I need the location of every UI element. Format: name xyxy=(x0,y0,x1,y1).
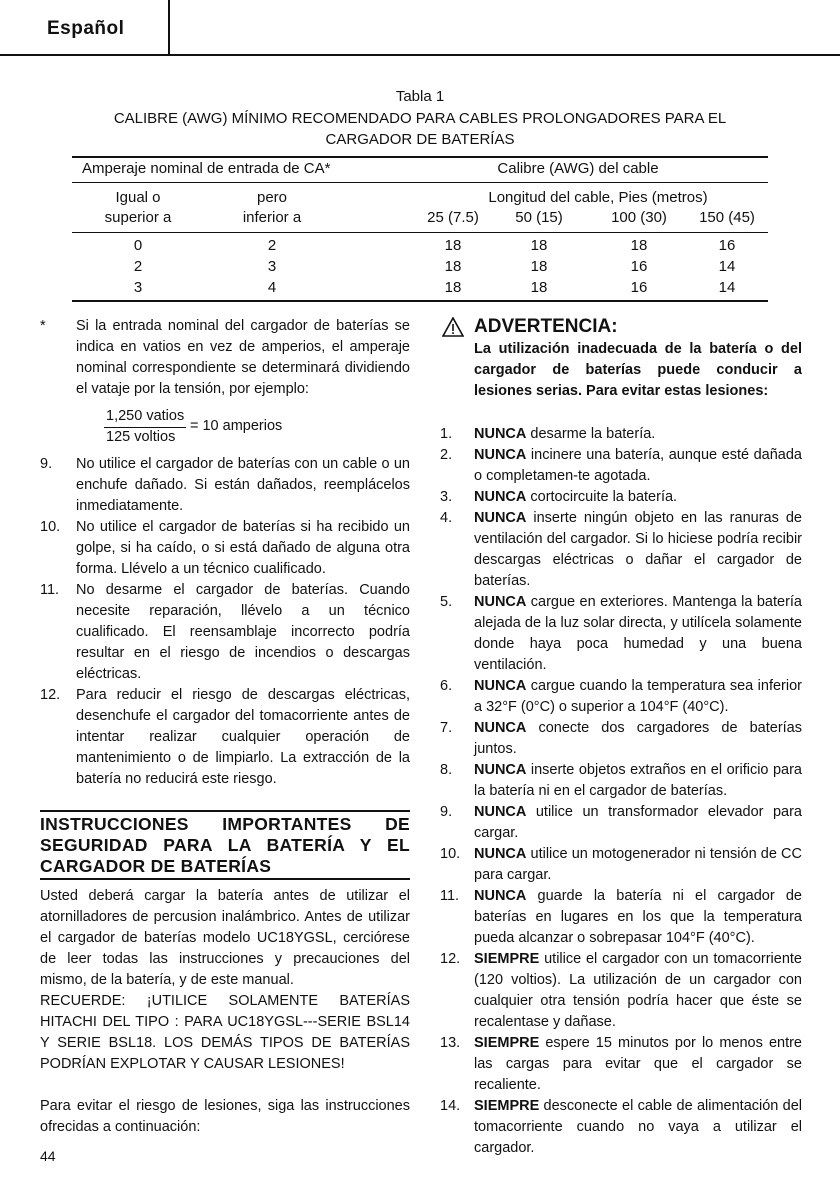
list-item-number: 5. xyxy=(440,594,453,610)
list-item-number: 12. xyxy=(440,951,461,967)
item-body: espere 15 minutos por lo menos entre las cargas para evitar que el cargador se recaliente. xyxy=(474,1035,802,1093)
language-tab xyxy=(0,0,170,56)
item-body: desconecte el cable de alimentación del tomacorriente cuando no vaya a utilizar el cargador. xyxy=(474,1098,802,1156)
table-cell: 18 xyxy=(444,258,462,275)
table-head-rule xyxy=(72,182,768,183)
keyword: SIEMPRE xyxy=(474,1035,540,1051)
page-number: 44 xyxy=(40,1148,56,1164)
keyword: NUNCA xyxy=(474,426,527,442)
footnote xyxy=(40,316,410,400)
warning-title: ADVERTENCIA: xyxy=(474,316,618,337)
list-item-text xyxy=(474,445,802,487)
table-cell: 14 xyxy=(718,258,736,275)
item-body: incinere una batería, aunque esté dañada o completamen-te agotada. xyxy=(474,447,802,484)
instructions-paragraph: Para evitar el riesgo de lesiones, siga las instrucciones ofrecidas a continuación: xyxy=(40,1098,410,1135)
list-item-number: 3. xyxy=(440,489,453,505)
footnote-mark: * xyxy=(40,318,46,334)
keyword: NUNCA xyxy=(474,594,527,610)
list-item-number: 8. xyxy=(440,762,453,778)
list-item-text xyxy=(474,508,802,592)
item-body: cortocircuite la batería. xyxy=(526,489,678,505)
table-cell: 4 xyxy=(267,279,277,296)
list-item-number: 13. xyxy=(440,1035,461,1051)
warning-list-item xyxy=(440,802,802,844)
table-bottom-rule xyxy=(72,300,768,302)
list-item-text xyxy=(474,1033,802,1096)
list-item-number: 6. xyxy=(440,678,453,694)
language-label: Español xyxy=(47,18,125,39)
item-body: guarde la batería ni el cargador de baterías en lugares en los que la temperatura pueda alcanzar o sobrepasar 104°F (40°C). xyxy=(474,888,802,946)
table-body-rule xyxy=(72,232,768,233)
warning-list-item xyxy=(440,508,802,592)
table-sub-b2: inferior a xyxy=(242,209,302,226)
list-item-text xyxy=(474,802,802,844)
header-rule xyxy=(170,54,840,56)
table-head-left: Amperaje nominal de entrada de CA* xyxy=(82,160,331,177)
table-length-50: 50 (15) xyxy=(515,209,563,226)
keyword: NUNCA xyxy=(474,804,527,820)
item-body: inserte ningún objeto en las ranuras de ventilación del cargador. Si lo hiciese podría recibir descargas eléctricas o dañar el cargador de baterías. xyxy=(474,510,802,589)
keyword: SIEMPRE xyxy=(474,1098,540,1114)
table-cell: 2 xyxy=(267,237,277,254)
keyword: NUNCA xyxy=(474,678,527,694)
list-item-number: 12. xyxy=(40,687,61,703)
table-head-right: Calibre (AWG) del cable xyxy=(497,160,659,177)
table-cell: 0 xyxy=(133,237,143,254)
list-item-number: 7. xyxy=(440,720,453,736)
keyword: NUNCA xyxy=(474,510,527,526)
table-cell: 2 xyxy=(133,258,143,275)
list-item-text xyxy=(474,844,802,886)
warning-list-item xyxy=(440,949,802,1033)
keyword: SIEMPRE xyxy=(474,951,540,967)
list-item-number: 11. xyxy=(440,888,460,904)
table-cell: 18 xyxy=(530,258,548,275)
item-body: desarme la batería. xyxy=(526,426,656,442)
table-title: CALIBRE (AWG) MÍNIMO RECOMENDADO PARA CABLES PROLONGADORES PARA EL CARGADOR DE BATERÍAS xyxy=(113,110,727,148)
item-body: utilice el cargador con un tomacorriente (120 voltios). La utilización de un cargador con cualquier otra tensión podría hacer que éste se recalentase y dañase. xyxy=(474,951,802,1030)
table-cell: 16 xyxy=(630,279,648,296)
list-item-text xyxy=(474,760,802,802)
formula-denominator: 125 voltios xyxy=(106,429,176,445)
warning-list-item xyxy=(440,760,802,802)
left-column xyxy=(40,316,410,1138)
table-sub-length: Longitud del cable, Pies (metros) xyxy=(488,189,708,206)
item-body: conecte dos cargadores de baterías juntos. xyxy=(474,720,802,757)
list-item xyxy=(40,685,410,790)
list-item-number: 11. xyxy=(40,582,60,598)
list-item-text xyxy=(474,487,802,508)
warning-list-item xyxy=(440,1096,802,1159)
warning-list-item xyxy=(440,844,802,886)
table-cell: 16 xyxy=(718,237,736,254)
table-cell: 18 xyxy=(444,237,462,254)
recuerde-paragraph: RECUERDE: ¡UTILICE SOLAMENTE BATERÍAS HITACHI DEL TIPO : PARA UC18YGSL---SERIE BSL14 Y SERIE BSL18. LOS DEMÁS TIPOS DE BATERÍAS PODRÍAN EXPLOTAR Y CAUSAR LESIONES! xyxy=(40,993,410,1072)
list-item-text xyxy=(474,592,802,676)
table-top-rule xyxy=(72,156,768,158)
footnote-text: Si la entrada nominal del cargador de baterías se indica en vatios en vez de amperios, el amperaje nominal correspondiente se determinará dividiendo el vataje por la tensión, por ejemplo: xyxy=(76,318,410,397)
keyword: NUNCA xyxy=(474,489,527,505)
list-item-number: 1. xyxy=(440,426,453,442)
list-item-number: 14. xyxy=(440,1098,461,1114)
table-length-25: 25 (7.5) xyxy=(427,209,479,226)
warning-list-item xyxy=(440,445,802,487)
keyword: NUNCA xyxy=(474,720,527,736)
warning-list-item xyxy=(440,592,802,676)
list-item-number: 10. xyxy=(440,846,461,862)
watt-formula xyxy=(40,406,410,450)
warning-list-item xyxy=(440,886,802,949)
right-column xyxy=(440,316,802,1159)
list-item-number: 9. xyxy=(440,804,453,820)
list-item-number: 9. xyxy=(40,456,53,472)
list-item-text xyxy=(474,886,802,949)
list-item-text xyxy=(474,424,802,445)
table-cell: 3 xyxy=(267,258,277,275)
warning-list-item xyxy=(440,424,802,445)
intro-paragraph: Usted deberá cargar la batería antes de utilizar el atornilladores de percusion inalámbrico. Antes de utilizar el cargador de baterías modelo UC18YGSL, cerciórese de leer todas las instrucciones y precauciones del mismo, de la batería, y de este manual. xyxy=(40,888,410,988)
list-item xyxy=(40,580,410,685)
warning-list-item xyxy=(440,676,802,718)
keyword: NUNCA xyxy=(474,846,527,862)
list-item xyxy=(40,454,410,517)
table-sub-a2: superior a xyxy=(104,209,172,226)
item-body: utilice un transformador elevador para cargar. xyxy=(474,804,802,841)
list-item xyxy=(40,517,410,580)
list-item-number: 2. xyxy=(440,447,453,463)
list-item-text: No desarme el cargador de baterías. Cuando necesite reparación, llévelo a un técnico cualificado. El reensamblaje incorrecto podría resultar en el riesgo de incendios o descargas eléctricas. xyxy=(76,582,410,682)
list-item-text xyxy=(474,676,802,718)
formula-result: = 10 amperios xyxy=(190,418,283,434)
warning-heading xyxy=(440,316,802,338)
keyword: NUNCA xyxy=(474,762,527,778)
table-cell: 18 xyxy=(630,237,648,254)
item-body: cargue cuando la temperatura sea inferior a 32°F (0°C) o superior a 104°F (40°C). xyxy=(474,678,802,715)
table-cell: 16 xyxy=(630,258,648,275)
item-body: inserte objetos extraños en el orificio para la batería ni en el cargador de baterías. xyxy=(474,762,802,799)
warning-list-item xyxy=(440,718,802,760)
table-cell: 18 xyxy=(530,237,548,254)
formula-numerator: 1,250 vatios xyxy=(104,406,186,428)
list-item-text: No utilice el cargador de baterías si ha recibido un golpe, si ha caído, o si está dañado de alguna otra forma. Llévelo a un técnico cualificado. xyxy=(76,519,410,577)
section-title: INSTRUCCIONES IMPORTANTES DE SEGURIDAD PARA LA BATERÍA Y EL CARGADOR DE BATERÍAS xyxy=(40,810,410,880)
item-body: utilice un motogenerador ni tensión de CC para cargar. xyxy=(474,846,802,883)
item-body: cargue en exteriores. Mantenga la batería alejada de la luz solar directa, y utilícela solamente donde haya poca humedad y una buena ventilación. xyxy=(474,594,802,673)
warning-list-item xyxy=(440,1033,802,1096)
list-item-text: Para reducir el riesgo de descargas eléctricas, desenchufe el cargador del tomacorriente antes de intentar realizar cualquier operación de mantenimiento o de limpiarlo. La extracción de la batería no reducirá este riesgo. xyxy=(76,687,410,787)
table-cell: 18 xyxy=(444,279,462,296)
warning-text: La utilización inadecuada de la batería o del cargador de baterías puede conducir a lesiones serias. Para evitar estas lesiones: xyxy=(474,341,802,399)
keyword: NUNCA xyxy=(474,888,527,904)
table-cell: 14 xyxy=(718,279,736,296)
list-item-text xyxy=(474,949,802,1033)
table-length-100: 100 (30) xyxy=(611,209,667,226)
list-item-text: No utilice el cargador de baterías con un cable o un enchufe dañado. Si están dañados, reemplácelos inmediatamente. xyxy=(76,456,410,514)
table-cell: 3 xyxy=(133,279,143,296)
list-item-text xyxy=(474,1096,802,1159)
warning-triangle-icon xyxy=(442,317,464,337)
table-sub-a1: Igual o xyxy=(115,189,161,206)
list-item-text xyxy=(474,718,802,760)
table-cell: 18 xyxy=(530,279,548,296)
warning-list-item xyxy=(440,487,802,508)
table-sub-b1: pero xyxy=(256,189,288,206)
list-item-number: 10. xyxy=(40,519,61,535)
table-length-150: 150 (45) xyxy=(699,209,755,226)
list-item-number: 4. xyxy=(440,510,453,526)
keyword: NUNCA xyxy=(474,447,527,463)
table-label: Tabla 1 xyxy=(395,88,445,105)
